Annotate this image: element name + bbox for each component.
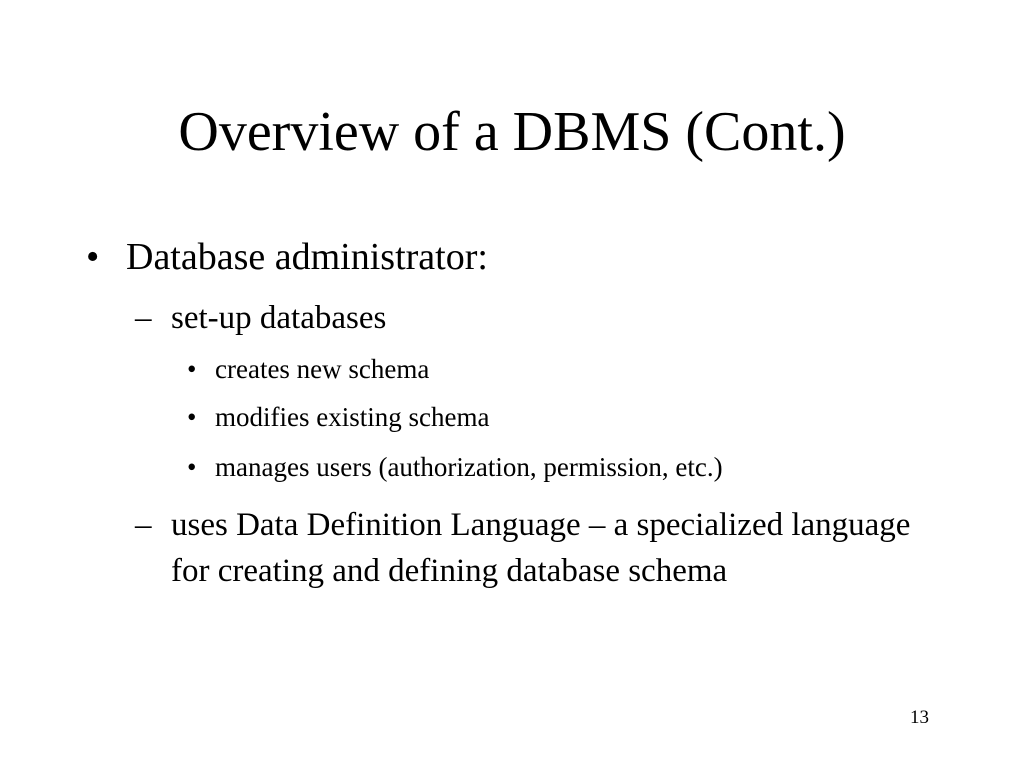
bullet-marker: • [187, 402, 197, 432]
bullet-text: Database administrator: [126, 236, 488, 278]
bullet-database-administrator [86, 231, 488, 283]
subsubbullet-modifies-schema [187, 399, 489, 435]
bullet-marker: • [86, 236, 100, 278]
subsubbullet-text: creates new schema [215, 354, 430, 384]
subbullet-text: set-up databases [171, 300, 387, 336]
subsubbullet-text: modifies existing schema [215, 402, 490, 432]
subsubbullet-creates-schema [187, 351, 429, 387]
subsubbullet-text: manages users (authorization, permission, etc.) [215, 452, 723, 482]
slide-title: Overview of a DBMS (Cont.) [178, 101, 846, 163]
subbullet-text: uses Data Definition Language – a specialized language for creating and defining database schema [171, 507, 911, 589]
bullet-marker: • [187, 452, 197, 482]
subsubbullet-manages-users [187, 449, 723, 485]
subbullet-setup-databases [135, 295, 386, 341]
dash-marker: – [135, 300, 152, 336]
dash-marker: – [135, 507, 152, 543]
subbullet-uses-ddl [135, 502, 935, 594]
page-number: 13 [910, 707, 929, 728]
bullet-marker: • [187, 354, 197, 384]
